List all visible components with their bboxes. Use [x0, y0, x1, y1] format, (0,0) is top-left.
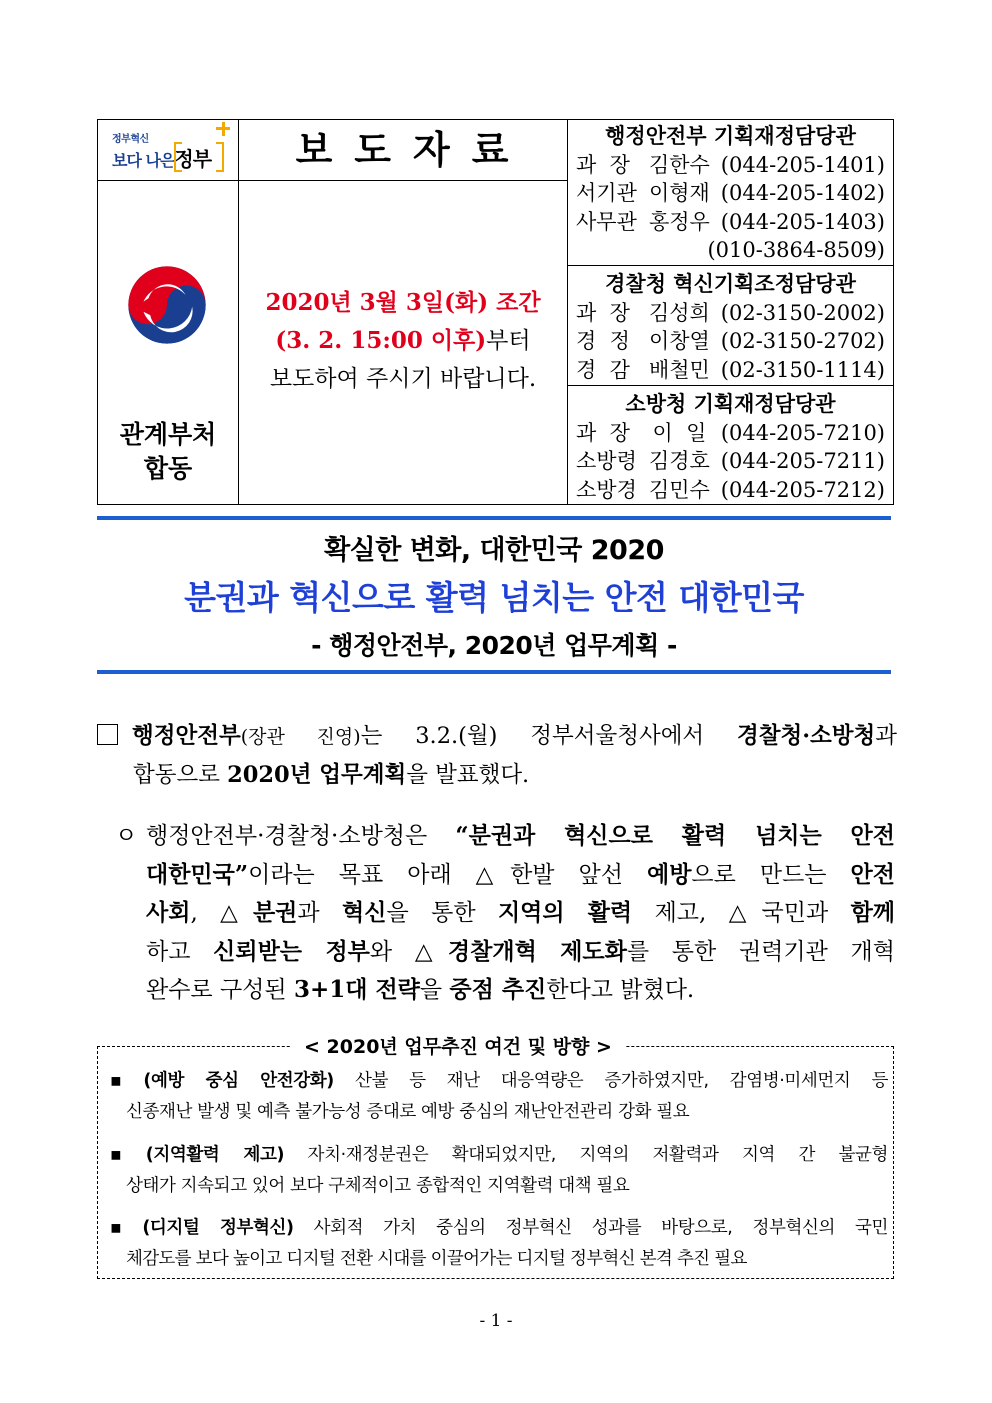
- contact-name: 김민수: [648, 477, 710, 502]
- p2-text: , △: [190, 900, 253, 926]
- headline-rule-bottom: [97, 670, 891, 674]
- contact-phone: (02-3150-2702): [720, 329, 885, 353]
- contact-phone: (02-3150-1114): [720, 357, 885, 382]
- p2-text: 행정안전부·경찰청·소방청은: [146, 823, 456, 849]
- direction-item-line1: [110, 1066, 888, 1097]
- square-bullet-icon: ▪: [110, 1145, 140, 1165]
- contact-group-fire: [576, 386, 885, 504]
- p2-text: 이라는 목표 아래 △한발 앞선: [248, 861, 647, 888]
- p2-prevention: 예방: [646, 860, 692, 888]
- logo-main-a: 보다 나은: [112, 151, 175, 170]
- p2-society: 사회: [146, 899, 191, 926]
- p2-text: 을: [419, 977, 450, 1003]
- contact-phone: (044-205-1401): [720, 152, 885, 177]
- contact-name: 김경호: [648, 449, 710, 473]
- direction-item-line2: 상태가 지속되고 있어 보다 구체적이고 종합적인 지역활력 대책 필요: [126, 1176, 630, 1196]
- direction-box-title: < 2020년 업무추진 여건 및 방향 >: [290, 1032, 626, 1059]
- contact-role: 사무관: [576, 209, 637, 234]
- p1-ministry: 행정안전부: [132, 723, 241, 749]
- paragraph-1: [97, 717, 897, 794]
- logo-plus-icon-v: [222, 122, 225, 136]
- contact-role: 과 장: [576, 152, 630, 177]
- contact-name: 배철민: [648, 357, 710, 382]
- contact-phone: (044-205-7211): [720, 449, 885, 473]
- embargo-line3: 보도하여 주시기 바랍니다.: [269, 366, 537, 392]
- contact-phone: (044-205-7210): [720, 420, 885, 445]
- contact-phone: (044-205-1403): [720, 209, 885, 234]
- headline-rule-top: [97, 516, 891, 520]
- direction-item-line2: 신종재난 발생 및 예측 불가능성 증대로 예방 중심의 재난안전관리 강화 필요: [126, 1102, 690, 1122]
- dept-label-line2: 합동: [143, 454, 193, 483]
- dept-label-line1: 관계부처: [119, 420, 217, 449]
- square-bullet-icon: ▪: [110, 1218, 137, 1238]
- contacts-cell: [568, 120, 894, 505]
- embargo-time: (3. 2. 15:00 이후): [275, 327, 487, 354]
- contact-name: 이 일: [652, 420, 707, 445]
- embargo-line2-rest: 부터: [486, 328, 531, 354]
- contact-role: 과 장: [576, 420, 630, 445]
- contact-row: [576, 476, 885, 505]
- contact-name: 이형재: [648, 181, 710, 205]
- p2-police-reform: 경찰개혁 제도화: [447, 937, 627, 965]
- logo-small-text: 정부혁신: [112, 134, 149, 145]
- checkbox-square-icon: [97, 724, 118, 745]
- contact-role: 경 감: [576, 357, 630, 382]
- contact-row: [576, 356, 885, 385]
- contact-row: [576, 179, 885, 208]
- press-release-title: 보도자료: [295, 127, 531, 172]
- p1-text-2: 과: [875, 723, 897, 749]
- direction-item-head: (지역활력 제고): [145, 1145, 285, 1165]
- contact-group-mois: [576, 122, 885, 265]
- p2-together: 함께: [850, 899, 896, 926]
- contact-extra-phone: (010-3864-8509): [707, 238, 885, 262]
- contact-name: 홍정우: [648, 209, 710, 234]
- contact-row: [576, 208, 885, 237]
- contact-role: 소방경: [576, 477, 637, 502]
- contact-dept: 행정안전부 기획재정담당관: [605, 123, 856, 148]
- press-release-header: [97, 119, 894, 505]
- headline-line1: 확실한 변화, 대한민국 2020: [324, 535, 664, 566]
- contact-phone: (02-3150-2002): [720, 300, 885, 325]
- paragraph-2-line4: [115, 933, 895, 972]
- direction-item-head: (디지털 정부혁신): [142, 1218, 294, 1238]
- contact-role: 경 정: [576, 329, 630, 353]
- p2-text: 완수로 구성된: [146, 977, 294, 1003]
- p2-decentralization: 분권: [252, 899, 298, 926]
- taegeuk-emblem-icon: [125, 263, 209, 347]
- p2-text: 와 △: [369, 938, 448, 965]
- contact-row: [576, 447, 885, 476]
- direction-item: [110, 1213, 888, 1275]
- paragraph-2-line2: [115, 856, 895, 895]
- logo-main-text: [112, 143, 211, 172]
- logo-bracket-icon: [174, 142, 182, 172]
- embargo-cell: [239, 181, 568, 505]
- contact-name: 이창열: [648, 329, 710, 353]
- p2-strategy: 3+1대 전략: [293, 976, 420, 1003]
- direction-item: [110, 1140, 888, 1202]
- title-cell: [239, 120, 568, 181]
- p2-innovation: 혁신: [342, 899, 387, 926]
- contact-role: 서기관: [576, 181, 637, 205]
- p1-text: 는 3.2.(월) 정부서울청사에서: [360, 723, 737, 749]
- p2-text: 를 통한 권력기관 개혁: [626, 938, 895, 965]
- contact-dept: 소방청 기획재정담당관: [625, 391, 836, 416]
- p1-plan: 2020년 업무계획: [227, 762, 407, 788]
- contact-phone: (044-205-7212): [720, 477, 885, 502]
- contact-row: [576, 299, 885, 328]
- p2-goal: “분권과 혁신으로 활력 넘치는 안전: [455, 822, 895, 849]
- contact-role: 소방령: [576, 449, 637, 473]
- p2-text: 한다고 밝혔다.: [546, 977, 695, 1003]
- direction-item-head: (예방 중심 안전강화): [143, 1071, 334, 1091]
- contact-role: 과 장: [576, 300, 630, 325]
- paragraph-2-line3: [115, 894, 895, 933]
- p2-goal-end: 대한민국”: [146, 860, 249, 888]
- circle-bullet-icon: ㅇ: [115, 823, 138, 849]
- headline-line3: - 행정안전부, 2020년 업무계획 -: [311, 631, 677, 660]
- direction-item-text: 산불 등 재난 대응역량은 증가하였지만, 감염병·미세먼지 등: [333, 1071, 888, 1091]
- contact-group-police: [576, 266, 885, 385]
- direction-item-line1: [110, 1140, 888, 1171]
- paragraph-2-line5: [115, 971, 895, 1010]
- contact-name: 김한수: [648, 152, 710, 177]
- headline-line2: 분권과 혁신으로 활력 넘치는 안전 대한민국: [184, 578, 804, 617]
- direction-item-text: 사회적 가치 중심의 정부혁신 성과를 바탕으로, 정부혁신의 국민: [293, 1218, 888, 1238]
- contact-name: 김성희: [648, 300, 710, 325]
- logo-bracket-right-icon: [216, 142, 224, 172]
- direction-item-text: 자치·재정분권은 확대되었지만, 지역의 저활력과 지역 간 불균형: [284, 1145, 889, 1165]
- gov-innovation-logo: [112, 130, 227, 174]
- p2-text: 을 통한: [386, 900, 498, 926]
- p1-minister: (장관 진영): [240, 726, 361, 748]
- direction-item: [110, 1066, 888, 1128]
- paragraph-2-line1: [115, 817, 895, 856]
- contact-row: [576, 327, 885, 356]
- emblem-cell: [98, 181, 239, 505]
- p2-text: 과: [297, 900, 343, 926]
- gov-innovation-logo-cell: [98, 120, 239, 181]
- logo-main-b: 정부: [174, 147, 212, 171]
- embargo-line2: [239, 322, 567, 360]
- contact-row: [576, 151, 885, 180]
- page-number: - 1 -: [479, 1311, 513, 1331]
- contact-dept: 경찰청 혁신기획조정담당관: [605, 271, 856, 296]
- p1-text-4: 을 발표했다.: [406, 762, 530, 788]
- paragraph-2: [115, 817, 895, 1010]
- p1-agencies: 경찰청·소방청: [737, 723, 876, 749]
- p2-safe: 안전: [850, 860, 895, 888]
- direction-item-line2: 체감도를 보다 높이고 디지털 전환 시대를 이끌어가는 디지털 정부혁신 본격 추진 필요: [126, 1249, 747, 1269]
- contact-row: [576, 419, 885, 448]
- p2-regional-vitality: 지역의 활력: [497, 899, 633, 926]
- p1-text-3: 합동으로: [133, 762, 228, 788]
- p2-trusted-gov: 신뢰받는 정부: [213, 937, 370, 965]
- paragraph-1-line2: [97, 756, 897, 794]
- p2-text: 으로 만드는: [691, 861, 851, 888]
- p2-focus: 중점 추진: [449, 976, 547, 1003]
- contact-phone: (044-205-1402): [720, 181, 885, 205]
- p2-text: 하고: [146, 938, 214, 965]
- square-bullet-icon: ▪: [110, 1071, 138, 1091]
- direction-item-line1: [110, 1213, 888, 1244]
- p2-text: 제고, △국민과: [632, 900, 851, 926]
- paragraph-1-line1: [97, 717, 897, 756]
- embargo-line1: 2020년 3월 3일(화) 조간: [265, 289, 541, 316]
